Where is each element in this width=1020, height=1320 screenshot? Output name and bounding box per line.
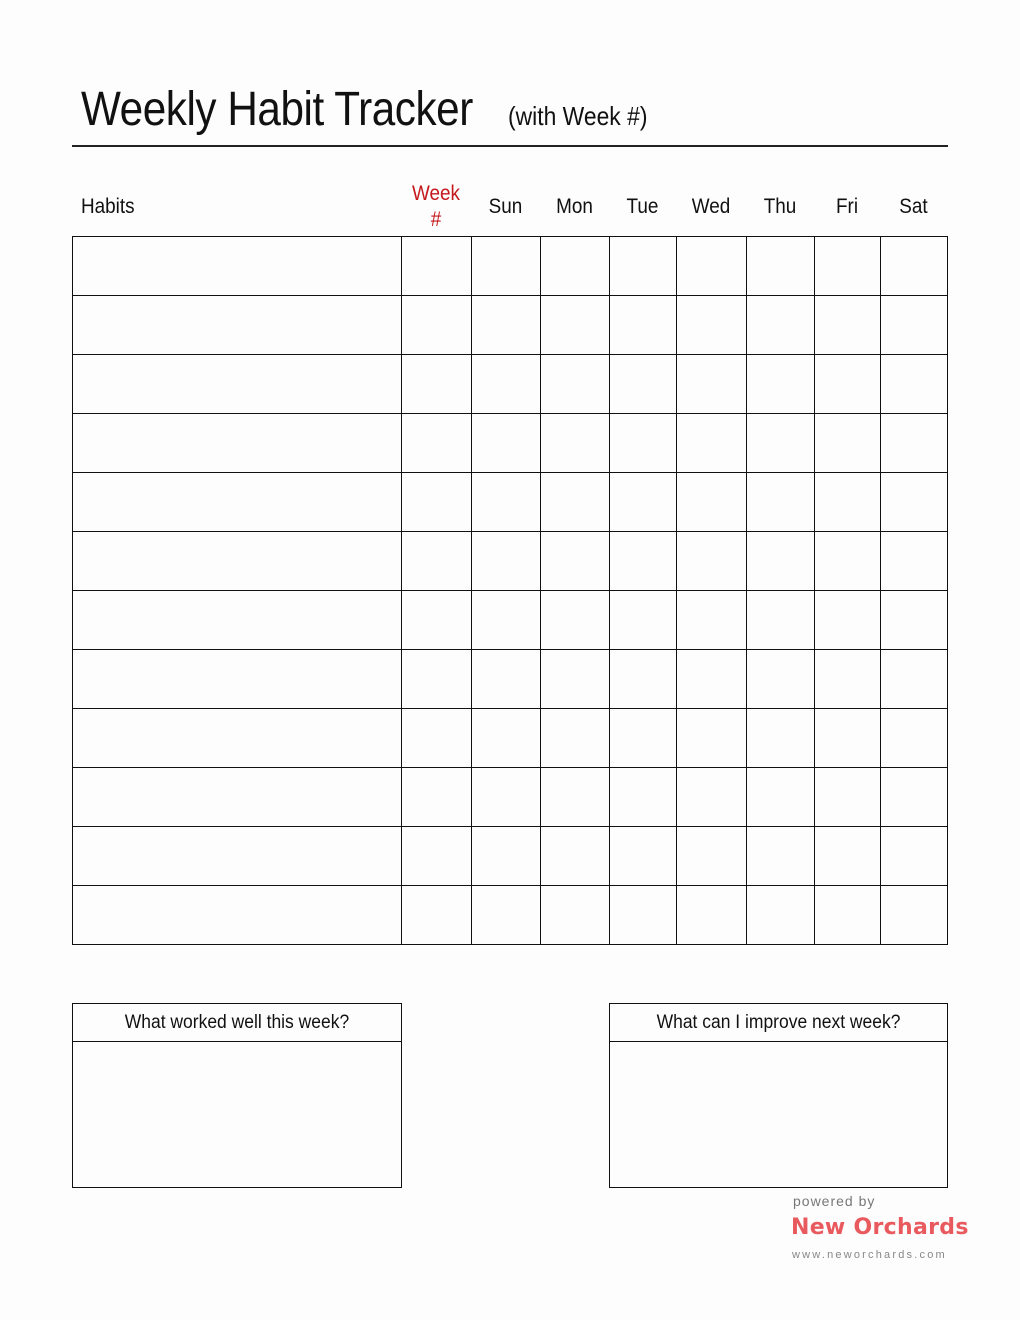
wed-cell[interactable] [677, 768, 747, 827]
table-row [73, 768, 948, 827]
thu-cell[interactable] [747, 237, 815, 296]
wed-cell[interactable] [677, 591, 747, 650]
week-cell[interactable] [402, 355, 472, 414]
brand-url: www.neworchards.com [792, 1249, 947, 1261]
week-label: Week [412, 182, 460, 205]
title-main: Weekly Habit Tracker [81, 83, 473, 136]
fri-cell[interactable] [815, 591, 881, 650]
thu-cell[interactable] [747, 591, 815, 650]
column-header-sat: Sat [899, 195, 928, 218]
wed-cell[interactable] [677, 296, 747, 355]
habit-cell[interactable] [73, 650, 402, 709]
fri-cell[interactable] [815, 237, 881, 296]
fri-cell[interactable] [815, 650, 881, 709]
table-row [73, 827, 948, 886]
fri-cell[interactable] [815, 768, 881, 827]
sun-cell[interactable] [472, 591, 541, 650]
fri-cell[interactable] [815, 355, 881, 414]
sun-cell[interactable] [472, 237, 541, 296]
table-row [73, 296, 948, 355]
worked-well-area[interactable] [73, 1042, 401, 1187]
sat-cell[interactable] [881, 768, 948, 827]
tue-cell[interactable] [610, 768, 677, 827]
title-subtitle: (with Week #) [508, 101, 648, 131]
sat-cell[interactable] [881, 591, 948, 650]
habit-cell[interactable] [73, 709, 402, 768]
column-header-wed: Wed [691, 195, 731, 218]
sun-cell[interactable] [472, 414, 541, 473]
habit-cell[interactable] [73, 768, 402, 827]
thu-cell[interactable] [747, 473, 815, 532]
habit-grid [72, 236, 948, 945]
sat-cell[interactable] [881, 414, 948, 473]
tue-cell[interactable] [610, 827, 677, 886]
mon-cell[interactable] [541, 886, 610, 945]
week-hash: # [430, 208, 442, 231]
column-header-sun: Sun [488, 195, 523, 218]
sun-cell[interactable] [472, 296, 541, 355]
sun-cell[interactable] [472, 886, 541, 945]
sun-cell[interactable] [472, 532, 541, 591]
habit-cell[interactable] [73, 473, 402, 532]
tue-cell[interactable] [610, 237, 677, 296]
fri-cell[interactable] [815, 709, 881, 768]
week-cell[interactable] [402, 473, 472, 532]
improve-heading: What can I improve next week? [610, 1004, 947, 1042]
week-cell[interactable] [402, 827, 472, 886]
habit-cell[interactable] [73, 237, 402, 296]
table-row [73, 237, 948, 296]
tue-cell[interactable] [610, 591, 677, 650]
improve-box [609, 1003, 948, 1188]
thu-cell[interactable] [747, 532, 815, 591]
habit-cell[interactable] [73, 414, 402, 473]
thu-cell[interactable] [747, 709, 815, 768]
wed-cell[interactable] [677, 473, 747, 532]
table-row [73, 414, 948, 473]
sat-cell[interactable] [881, 709, 948, 768]
mon-cell[interactable] [541, 709, 610, 768]
fri-cell[interactable] [815, 473, 881, 532]
sun-cell[interactable] [472, 473, 541, 532]
mon-cell[interactable] [541, 768, 610, 827]
tue-cell[interactable] [610, 473, 677, 532]
sun-cell[interactable] [472, 355, 541, 414]
week-cell[interactable] [402, 709, 472, 768]
week-cell[interactable] [402, 237, 472, 296]
wed-cell[interactable] [677, 827, 747, 886]
week-cell[interactable] [402, 296, 472, 355]
habit-cell[interactable] [73, 355, 402, 414]
tue-cell[interactable] [610, 886, 677, 945]
habit-cell[interactable] [73, 827, 402, 886]
mon-cell[interactable] [541, 237, 610, 296]
thu-cell[interactable] [747, 650, 815, 709]
habit-cell[interactable] [73, 296, 402, 355]
mon-cell[interactable] [541, 296, 610, 355]
tue-cell[interactable] [610, 355, 677, 414]
mon-cell[interactable] [541, 591, 610, 650]
mon-cell[interactable] [541, 414, 610, 473]
column-header-habits: Habits [81, 195, 135, 218]
week-cell[interactable] [402, 414, 472, 473]
mon-cell[interactable] [541, 827, 610, 886]
sat-cell[interactable] [881, 650, 948, 709]
week-cell[interactable] [402, 768, 472, 827]
worked-well-heading: What worked well this week? [73, 1004, 401, 1042]
column-header-fri: Fri [835, 195, 859, 218]
thu-cell[interactable] [747, 768, 815, 827]
improve-area[interactable] [610, 1042, 947, 1187]
sun-cell[interactable] [472, 709, 541, 768]
sat-cell[interactable] [881, 355, 948, 414]
mon-cell[interactable] [541, 355, 610, 414]
sat-cell[interactable] [881, 827, 948, 886]
thu-cell[interactable] [747, 355, 815, 414]
habit-cell[interactable] [73, 886, 402, 945]
sun-cell[interactable] [472, 768, 541, 827]
tue-cell[interactable] [610, 414, 677, 473]
wed-cell[interactable] [677, 709, 747, 768]
column-header-tue: Tue [626, 195, 659, 218]
page-title [81, 82, 648, 137]
wed-cell[interactable] [677, 650, 747, 709]
week-cell[interactable] [402, 532, 472, 591]
brand-logo: New Orchards [791, 1215, 969, 1240]
fri-cell[interactable] [815, 886, 881, 945]
thu-cell[interactable] [747, 414, 815, 473]
table-row [73, 532, 948, 591]
mon-cell[interactable] [541, 650, 610, 709]
table-row [73, 591, 948, 650]
wed-cell[interactable] [677, 237, 747, 296]
sat-cell[interactable] [881, 886, 948, 945]
week-cell[interactable] [402, 886, 472, 945]
column-header-mon: Mon [556, 195, 593, 218]
mon-cell[interactable] [541, 473, 610, 532]
column-header-thu: Thu [763, 195, 797, 218]
tue-cell[interactable] [610, 296, 677, 355]
powered-by-text: powered by [793, 1193, 876, 1209]
wed-cell[interactable] [677, 532, 747, 591]
table-row [73, 355, 948, 414]
thu-cell[interactable] [747, 296, 815, 355]
fri-cell[interactable] [815, 827, 881, 886]
habit-cell[interactable] [73, 532, 402, 591]
sat-cell[interactable] [881, 532, 948, 591]
column-header-week [405, 181, 468, 233]
tue-cell[interactable] [610, 650, 677, 709]
thu-cell[interactable] [747, 827, 815, 886]
title-divider [72, 145, 948, 147]
wed-cell[interactable] [677, 355, 747, 414]
thu-cell[interactable] [747, 886, 815, 945]
wed-cell[interactable] [677, 886, 747, 945]
week-cell[interactable] [402, 591, 472, 650]
fri-cell[interactable] [815, 532, 881, 591]
fri-cell[interactable] [815, 296, 881, 355]
table-row [73, 650, 948, 709]
sat-cell[interactable] [881, 473, 948, 532]
wed-cell[interactable] [677, 414, 747, 473]
table-row [73, 886, 948, 945]
fri-cell[interactable] [815, 414, 881, 473]
sat-cell[interactable] [881, 296, 948, 355]
sun-cell[interactable] [472, 650, 541, 709]
tue-cell[interactable] [610, 532, 677, 591]
habit-cell[interactable] [73, 591, 402, 650]
sun-cell[interactable] [472, 827, 541, 886]
tue-cell[interactable] [610, 709, 677, 768]
table-row [73, 709, 948, 768]
sat-cell[interactable] [881, 237, 948, 296]
table-row [73, 473, 948, 532]
worked-well-box [72, 1003, 402, 1188]
mon-cell[interactable] [541, 532, 610, 591]
week-cell[interactable] [402, 650, 472, 709]
